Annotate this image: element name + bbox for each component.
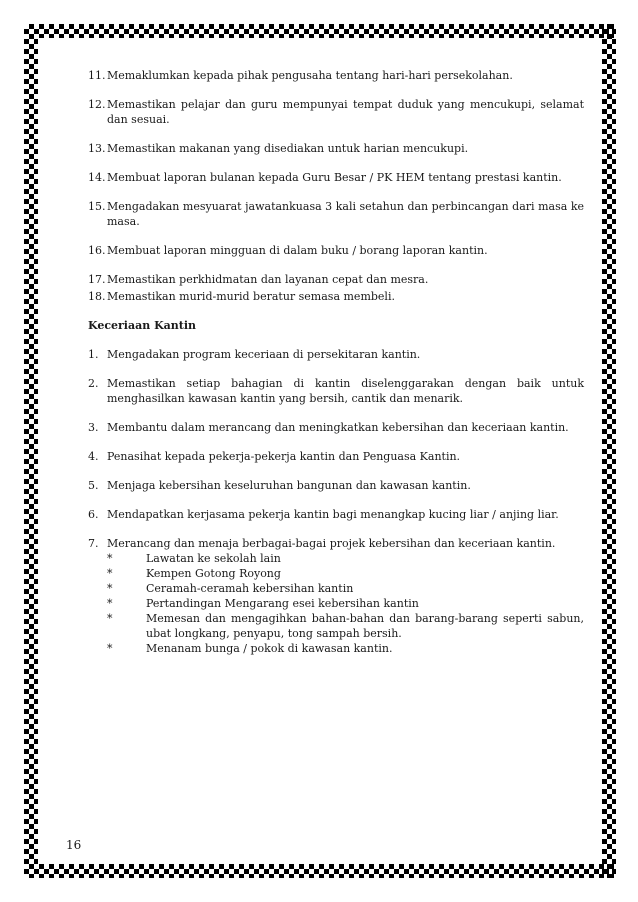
bullet-text: Memesan dan mengagihkan bahan-bahan dan barang-barang seperti sabun, ubat longkang, penyapu, tong sampah bersih.: [146, 612, 584, 640]
list-item: [88, 243, 584, 258]
list-item: [88, 199, 584, 229]
bullet-item: [107, 566, 584, 581]
list-item: [88, 170, 584, 185]
item-text: Memastikan murid-murid beratur semasa membeli.: [107, 290, 395, 303]
item-number: 13.: [88, 142, 106, 155]
bullet-mark: *: [107, 552, 113, 565]
bullet-text: Ceramah-ceramah kebersihan kantin: [146, 582, 354, 595]
bullet-text: Menanam bunga / pokok di kawasan kantin.: [146, 642, 393, 655]
item-number: 3.: [88, 421, 99, 434]
list-item: [88, 289, 584, 304]
page-number: 16: [66, 838, 82, 852]
bullet-mark: *: [107, 612, 113, 625]
item-number: 15.: [88, 200, 106, 213]
page-content: [88, 68, 584, 656]
item-text: Merancang dan menaja berbagai-bagai projek kebersihan dan keceriaan kantin.: [107, 537, 556, 550]
item-number: 14.: [88, 171, 106, 184]
item-text: Membuat laporan mingguan di dalam buku / borang laporan kantin.: [107, 244, 488, 257]
list-item: [88, 478, 584, 493]
item-text: Memastikan pelajar dan guru mempunyai tempat duduk yang mencukupi, selamat dan sesuai.: [107, 98, 584, 126]
checkered-border-top: [24, 24, 616, 38]
checkered-border-right: [602, 24, 616, 878]
item-number: 6.: [88, 508, 99, 521]
item-text: Mengadakan mesyuarat jawatankuasa 3 kali setahun dan perbincangan dari masa ke masa.: [107, 200, 584, 228]
item-number: 7.: [88, 537, 99, 550]
list-item: [88, 507, 584, 522]
item-number: 18.: [88, 290, 106, 303]
list-item: [88, 141, 584, 156]
item-text: Membuat laporan bulanan kepada Guru Besar / PK HEM tentang prestasi kantin.: [107, 171, 562, 184]
bullet-item: [107, 596, 584, 611]
item-text: Mendapatkan kerjasama pekerja kantin bagi menangkap kucing liar / anjing liar.: [107, 508, 559, 521]
item-number: 12.: [88, 98, 106, 111]
bullet-mark: *: [107, 597, 113, 610]
item-text: Memastikan setiap bahagian di kantin diselenggarakan dengan baik untuk menghasilkan kawasan kantin yang bersih, cantik dan menarik.: [107, 377, 584, 405]
bullet-item: [107, 611, 584, 641]
list-item: [88, 347, 584, 362]
list-item: [88, 376, 584, 406]
bullet-text: Pertandingan Mengarang esei kebersihan kantin: [146, 597, 419, 610]
item-number: 5.: [88, 479, 99, 492]
item-number: 1.: [88, 348, 99, 361]
item-number: 17.: [88, 273, 106, 286]
bullet-item: [107, 581, 584, 596]
list-item: [88, 536, 584, 551]
item-text: Mengadakan program keceriaan di persekitaran kantin.: [107, 348, 421, 361]
bullet-mark: *: [107, 582, 113, 595]
item-number: 2.: [88, 377, 99, 390]
checkered-border-bottom: [24, 864, 616, 878]
item-text: Penasihat kepada pekerja-pekerja kantin dan Penguasa Kantin.: [107, 450, 461, 463]
bullet-item: [107, 641, 584, 656]
bullet-mark: *: [107, 642, 113, 655]
list-item: [88, 272, 584, 287]
list-item: [88, 68, 584, 83]
bullet-mark: *: [107, 567, 113, 580]
checkered-border-left: [24, 24, 38, 878]
item-number: 16.: [88, 244, 106, 257]
section-heading: Keceriaan Kantin: [88, 319, 197, 332]
item-number: 4.: [88, 450, 99, 463]
item-text: Menjaga kebersihan keseluruhan bangunan dan kawasan kantin.: [107, 479, 471, 492]
bullet-item: [107, 551, 584, 566]
list-item: [88, 420, 584, 435]
item-text: Memastikan perkhidmatan dan layanan cepat dan mesra.: [107, 273, 429, 286]
list-item: [88, 97, 584, 127]
list-item: [88, 449, 584, 464]
item-number: 11.: [88, 69, 106, 82]
item-text: Memaklumkan kepada pihak pengusaha tentang hari-hari persekolahan.: [107, 69, 513, 82]
bullet-text: Lawatan ke sekolah lain: [146, 552, 281, 565]
item-text: Memastikan makanan yang disediakan untuk harian mencukupi.: [107, 142, 469, 155]
bullet-text: Kempen Gotong Royong: [146, 567, 281, 580]
item-text: Membantu dalam merancang dan meningkatkan kebersihan dan keceriaan kantin.: [107, 421, 569, 434]
